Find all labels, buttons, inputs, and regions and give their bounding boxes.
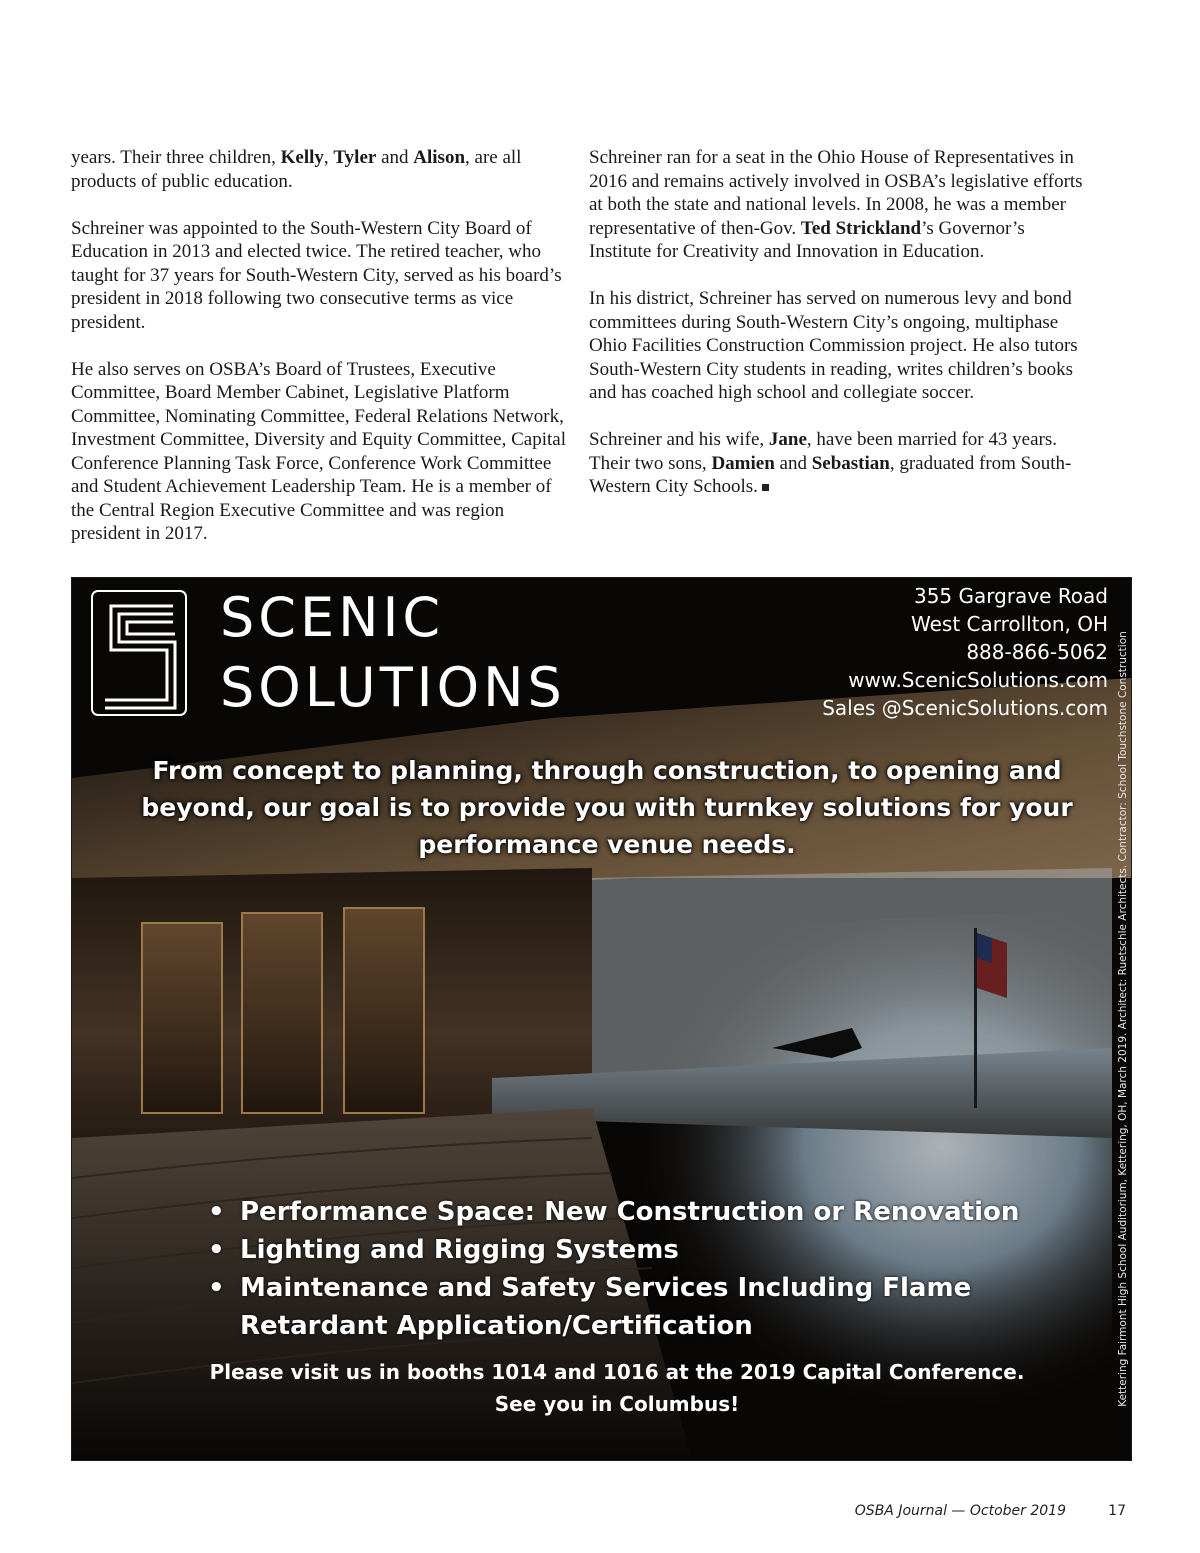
phone-number: 888-866-5062 [966, 640, 1108, 664]
photo-credit: Kettering Fairmont High School Auditorium, Kettering, OH, March 2019. Architect: Ruetschle Architects. Contractor: School Touchstone Construction [1117, 631, 1129, 1407]
tagline-line: beyond, our goal is to provide you with turnkey solutions for your [141, 793, 1073, 822]
footer-journal-title: OSBA Journal — October 2019 [854, 1503, 1066, 1519]
contact-block [822, 582, 1108, 722]
address-city: West Carrollton, OH [910, 612, 1108, 636]
services-list [208, 1193, 1108, 1345]
website-link[interactable]: www.ScenicSolutions.com [848, 668, 1108, 692]
scenic-solutions-logo-icon [91, 590, 187, 716]
service-item: • Maintenance and Safety Services Including Flame Retardant Application/Certification [208, 1269, 1108, 1345]
booth-invitation-line: See you in Columbus! [494, 1392, 740, 1416]
paragraph-children: years. Their three children, Kelly, Tyler and Alison, are all products of public education. [71, 147, 522, 192]
email-link[interactable]: Sales @ScenicSolutions.com [822, 696, 1108, 720]
tagline-line: From concept to planning, through construction, to opening and [152, 756, 1062, 785]
booth-invitation-line: Please visit us in booths 1014 and 1016 at the 2019 Capital Conference. [209, 1360, 1025, 1384]
logo-wordmark-solutions: SOLUTIONS [220, 656, 566, 719]
paragraph-legislative: Schreiner ran for a seat in the Ohio House of Representatives in 2016 and remains actively involved in OSBA’s legislative efforts at both the state and national levels. In 2008, he was a member representative of then-Gov. Ted Strickland’s Governor’s Institute for Creativity and Innovation in Education. [589, 147, 1083, 262]
service-item: • Performance Space: New Construction or Renovation [208, 1193, 1108, 1231]
logo-wordmark-scenic: SCENIC [220, 586, 445, 649]
paragraph-board-appointment: Schreiner was appointed to the South-Western City Board of Education in 2013 and elected twice. The retired teacher, who taught for 37 years for South-Western City, served as his board’s president in 2018 following two consecutive terms as vice president. [71, 217, 562, 333]
end-of-article-mark-icon [762, 484, 769, 491]
booth-invitation [112, 1356, 1122, 1420]
paragraph-family: Schreiner and his wife, Jane, have been married for 43 years. Their two sons, Damien and Sebastian, graduated from South-Western City Schools. [589, 429, 1072, 497]
address-street: 355 Gargrave Road [913, 584, 1108, 608]
service-item: • Lighting and Rigging Systems [208, 1231, 1108, 1269]
article-left-column [71, 146, 571, 569]
page-number: 17 [1108, 1503, 1126, 1519]
paragraph-committees: He also serves on OSBA’s Board of Trustees, Executive Committee, Board Member Cabinet, Legislative Platform Committee, Nominating Committee, Federal Relations Network, Investment Committee, Diversity and Equity Committee, Capital Conference Planning Task Force, Conference Work Committee and Student Achievement Leadership Team. He is a member of the Central Region Executive Committee and was region president in 2017. [71, 358, 566, 544]
scenic-solutions-advertisement [71, 577, 1132, 1461]
ad-tagline [102, 752, 1112, 863]
tagline-line: performance venue needs. [418, 830, 796, 859]
article-right-column [589, 146, 1089, 522]
paragraph-district: In his district, Schreiner has served on numerous levy and bond committees during South-Western City’s ongoing, multiphase Ohio Facilities Construction Commission project. He also tutors South-Western City students in reading, writes children’s books and has coached high school and collegiate soccer. [589, 288, 1078, 403]
